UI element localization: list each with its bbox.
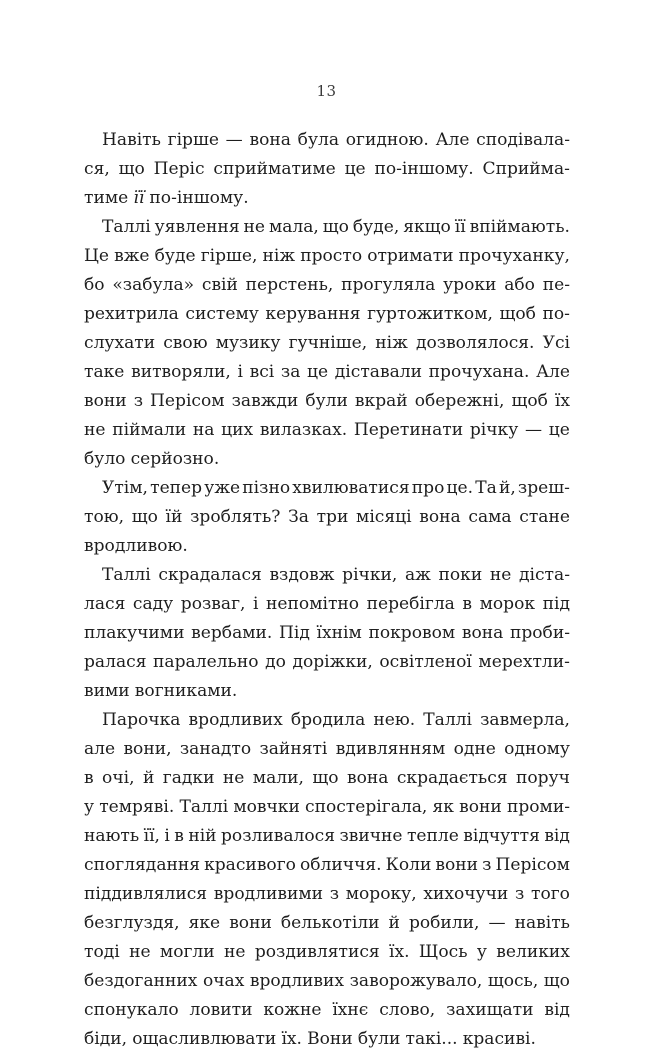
text-line: було серйозно. — [84, 449, 220, 469]
body-text — [84, 126, 570, 1054]
text-line: але вони, занадто зайняті вдивлянням одне одному — [84, 739, 570, 759]
text-line: Навіть гірше — вона була огидною. Але сподівала- — [102, 130, 570, 150]
text-line: не піймали на цих вилазках. Перетинати річку — це — [84, 420, 570, 440]
text-line: лася саду розваг, і непомітно перебігла в морок під — [84, 594, 570, 614]
text-line: слухати свою музику гучніше, ніж дозволялося. Усі — [84, 333, 570, 353]
text-line: Таллі скрадалася вздовж річки, аж поки не діста- — [102, 565, 570, 585]
text-line: Це вже буде гірше, ніж просто отримати прочуханку, — [84, 246, 570, 266]
text-line: ралася паралельно до доріжки, освітленої мерехтли- — [84, 652, 570, 672]
text-line: Таллі уявлення не мала, що буде, якщо її впіймають. — [102, 217, 570, 237]
text-line: таке витворяли, і всі за це діставали прочухана. Але — [84, 362, 570, 382]
text-line: рехитрила систему керування гуртожитком, щоб по- — [84, 304, 570, 324]
text-line: Парочка вродливих бродила нею. Таллі завмерла, — [102, 710, 570, 730]
text-line: піддивлялися вродливими з мороку, хихочучи з того — [84, 884, 570, 904]
text-line: біди, ощасливлювати їх. Вони були такі... красиві. — [84, 1029, 536, 1049]
text-line: бо «забула» свій перстень, прогуляла уроки або пе- — [84, 275, 570, 295]
page-number: 13 — [316, 82, 337, 100]
text-line: безглуздя, яке вони белькотіли й робили, — навіть — [84, 913, 570, 933]
text-line: ся, що Періс сприйматиме це по-іншому. Сприйма- — [84, 159, 570, 179]
text-line: вродливою. — [84, 536, 188, 556]
text-line: вими вогниками. — [84, 681, 238, 701]
paragraph — [84, 126, 570, 213]
text-line: Утім, тепер уже пізно хвилюватися про це. Та й, зреш- — [102, 478, 570, 498]
text-line: спонукало ловити кожне їхнє слово, захищати від — [84, 1000, 570, 1020]
text-line: в очі, й гадки не мали, що вона скрадається поруч — [84, 768, 570, 788]
text-line: вони з Перісом завжди були вкрай обережні, щоб їх — [84, 391, 570, 411]
text-line: тою, що їй зроблять? За три місяці вона сама стане — [84, 507, 570, 527]
text-line: споглядання красивого обличчя. Коли вони з Перісом — [84, 855, 570, 875]
paragraph — [84, 561, 570, 706]
text-line: тиме її по-іншому. — [84, 188, 249, 208]
text-line: у темряві. Таллі мовчки спостерігала, як вони проми- — [84, 797, 570, 817]
paragraph — [84, 213, 570, 474]
paragraph — [84, 706, 570, 1054]
text-line: нають її, і в ній розливалося звичне тепле відчуття від — [84, 826, 570, 846]
text-line: бездоганних очах вродливих заворожувало, щось, що — [84, 971, 570, 991]
text-line: тоді не могли не роздивлятися їх. Щось у великих — [84, 942, 570, 962]
paragraph — [84, 474, 570, 561]
text-line: плакучими вербами. Під їхнім покровом вона проби- — [84, 623, 570, 643]
